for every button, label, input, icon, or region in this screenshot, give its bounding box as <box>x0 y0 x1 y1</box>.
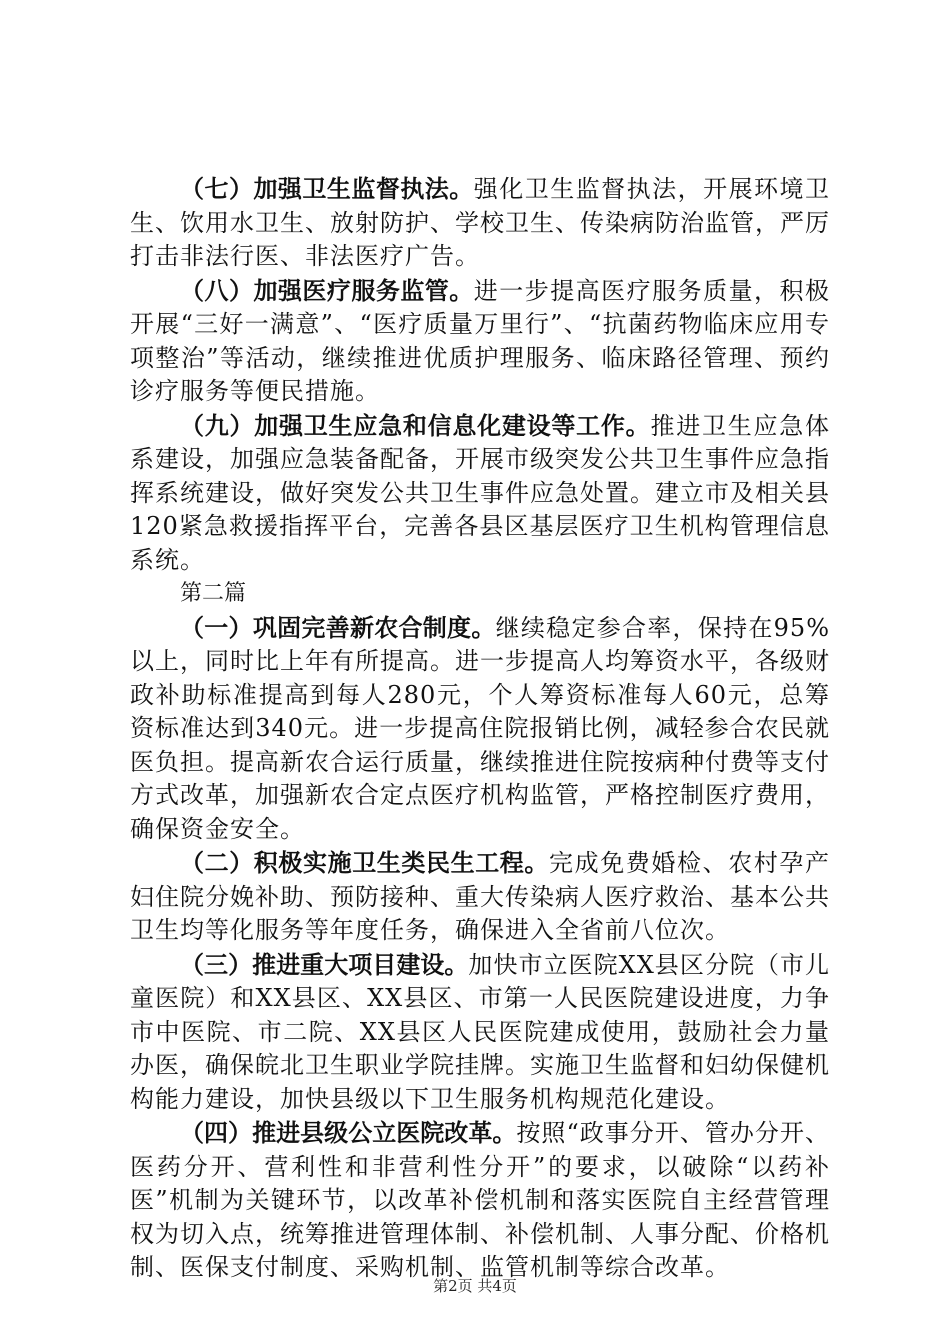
paragraph-text: 完成免费婚检、农村孕产妇住院分娩补助、预防接种、重大传染病人医疗救治、基本公共卫生均等化服务等年度任务，确保进入全省前八位次。 <box>130 849 830 944</box>
paragraph-4 <box>130 1116 830 1285</box>
paragraph-text: 推进卫生应急体系建设，加强应急装备配备，开展市级突发公共卫生事件应急指挥系统建设，做好突发公共卫生事件应急处置。建立市及相关县120紧急救援指挥平台，完善各县区基层医疗卫生机构管理信息系统。 <box>130 411 831 574</box>
paragraph-heading: （九）加强卫生应急和信息化建设等工作。 <box>180 410 651 440</box>
paragraph-1 <box>130 611 830 847</box>
paragraph-heading: （二）积极实施卫生类民生工程。 <box>180 848 549 877</box>
paragraph-2 <box>130 846 830 948</box>
paragraph-heading: （三）推进重大项目建设。 <box>180 949 469 979</box>
paragraph-7 <box>130 172 830 274</box>
paragraph-heading: （八）加强医疗服务监管。 <box>180 275 474 305</box>
paragraph-heading: （七）加强卫生监督执法。 <box>180 174 474 203</box>
paragraph-heading: （一）巩固完善新农合制度。 <box>180 612 496 642</box>
paragraph-text: 强化卫生监督执法，开展环境卫生、饮用水卫生、放射防护、学校卫生、传染病防治监管，严厉打击非法行医、非法医疗广告。 <box>130 175 831 270</box>
paragraph-text: 加快市立医院XX县区分院（市儿童医院）和XX县区、XX县区、市第一人民医院建设进度，力争市中医院、市二院、XX县区人民医院建成使用，鼓励社会力量办医，确保皖北卫生职业学院挂牌。实施卫生监督和妇幼保健机构能力建设，加快县级以下卫生服务机构规范化建设。 <box>130 950 831 1113</box>
paragraph-heading: （四）推进县级公立医院改革。 <box>180 1118 517 1147</box>
paragraph-text: 进一步提高医疗服务质量，积极开展“三好一满意”、“医疗质量万里行”、“抗菌药物临床应用专项整治”等活动，继续推进优质护理服务、临床路径管理、预约诊疗服务等便民措施。 <box>130 276 831 405</box>
page-footer: 第2页 共4页 <box>433 1277 517 1295</box>
paragraph-3 <box>130 948 830 1117</box>
paragraph-8 <box>130 274 830 409</box>
paragraph-9 <box>130 409 830 578</box>
section-title: 第二篇 <box>180 581 247 606</box>
document-body <box>130 172 830 1285</box>
paragraph-text: 按照“政事分开、管办分开、医药分开、营利性和非营利性分开”的要求，以破除“以药补医”机制为关键环节，以改革补偿机制和落实医院自主经营管理权为切入点，统筹推进管理体制、补偿机制、人事分配、价格机制、医保支付制度、采购机制、监管机制等综合改革。 <box>130 1119 830 1281</box>
paragraph-text: 继续稳定参合率，保持在95%以上，同时比上年有所提高。进一步提高人均筹资水平，各级财政补助标准提高到每人280元，个人筹资标准每人60元，总筹资标准达到340元。进一步提高住院报销比例，减轻参合农民就医负担。提高新农合运行质量，继续推进住院按病种付费等支付方式改革，加强新农合定点医疗机构监管，严格控制医疗费用，确保资金安全。 <box>130 613 831 843</box>
